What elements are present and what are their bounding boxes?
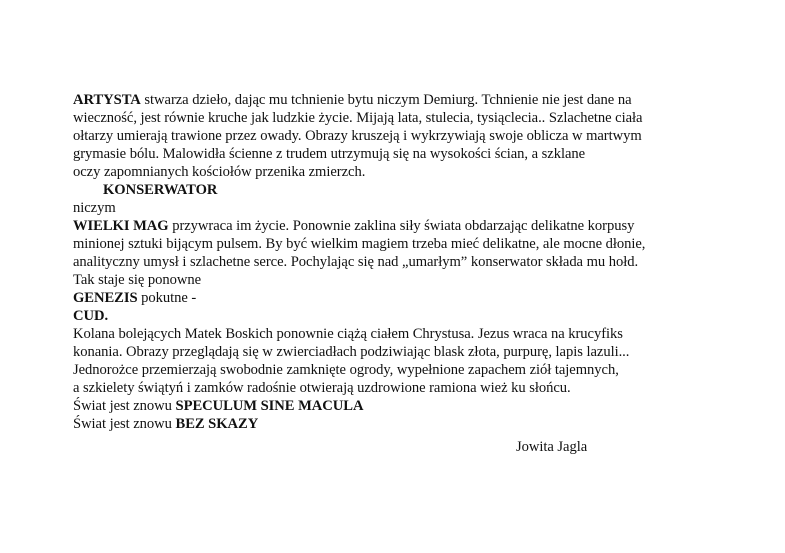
line-text: pokutne - [137, 290, 197, 306]
bold-word: SPECULUM SINE MACULA [175, 398, 364, 414]
text-line: Kolana bolejących Matek Boskich ponownie ciążą ciałem Chrystusa. Jezus wraca na krucyfiks [73, 326, 623, 342]
text-line [73, 217, 773, 235]
text-line: Jednorożce przemierzają swobodnie zamknięte ogrody, wypełnione zapachem ziół tajemnych, [73, 362, 619, 378]
text-line: a szkielety świątyń i zamków radośnie otwierają uzdrowione ramiona wież ku słońcu. [73, 380, 571, 396]
bold-word: GENEZIS [73, 290, 138, 306]
line-text: Świat jest znowu [73, 416, 176, 432]
bold-word: BEZ SKAZY [175, 416, 259, 432]
text-line: ołtarzy umierają trawione przez owady. Obrazy kruszeją i wykrzywiają swoje oblicza w martwym [73, 128, 642, 144]
text-line: wieczność, jest równie kruche jak ludzkie życie. Mijają lata, stulecia, tysiąclecia.. Szlachetne ciała [73, 110, 643, 126]
poem-document [73, 91, 773, 456]
text-line: oczy zapomnianych kościołów przenika zmierzch. [73, 164, 366, 180]
bold-word: CUD. [73, 308, 109, 324]
text-line: minionej sztuki bijącym pulsem. By być wielkim magiem trzeba mieć delikatne, ale mocne dłonie, [73, 236, 646, 252]
text-line: niczym [73, 200, 116, 216]
text-line: grymasie bólu. Malowidła ścienne z trudem utrzymują się na wysokości ścian, a szklane [73, 146, 586, 162]
signature: Jowita Jagla [516, 439, 588, 455]
text-line [73, 307, 773, 325]
text-line: konania. Obrazy przeglądają się w zwierciadłach podziwiając blask złota, purpurę, lapis lazuli... [73, 344, 630, 360]
text-line [73, 181, 773, 199]
text-line [73, 91, 773, 109]
line-text: przywraca im życie. Ponownie zaklina siły świata obdarzając delikatne korpusy [168, 218, 635, 234]
text-line: Tak staje się ponowne [73, 272, 202, 288]
text-line [73, 397, 773, 415]
bold-word: WIELKI MAG [73, 218, 169, 234]
text-line [73, 289, 773, 307]
bold-word: KONSERWATOR [103, 182, 218, 198]
text-line: analityczny umysł i szlachetne serce. Pochylając się nad „umarłym” konserwator składa mu hołd. [73, 254, 639, 270]
line-text: stwarza dzieło, dając mu tchnienie bytu niczym Demiurg. Tchnienie nie jest dane na [140, 92, 632, 108]
bold-word: ARTYSTA [73, 92, 141, 108]
text-line [73, 415, 773, 433]
line-text: Świat jest znowu [73, 398, 176, 414]
